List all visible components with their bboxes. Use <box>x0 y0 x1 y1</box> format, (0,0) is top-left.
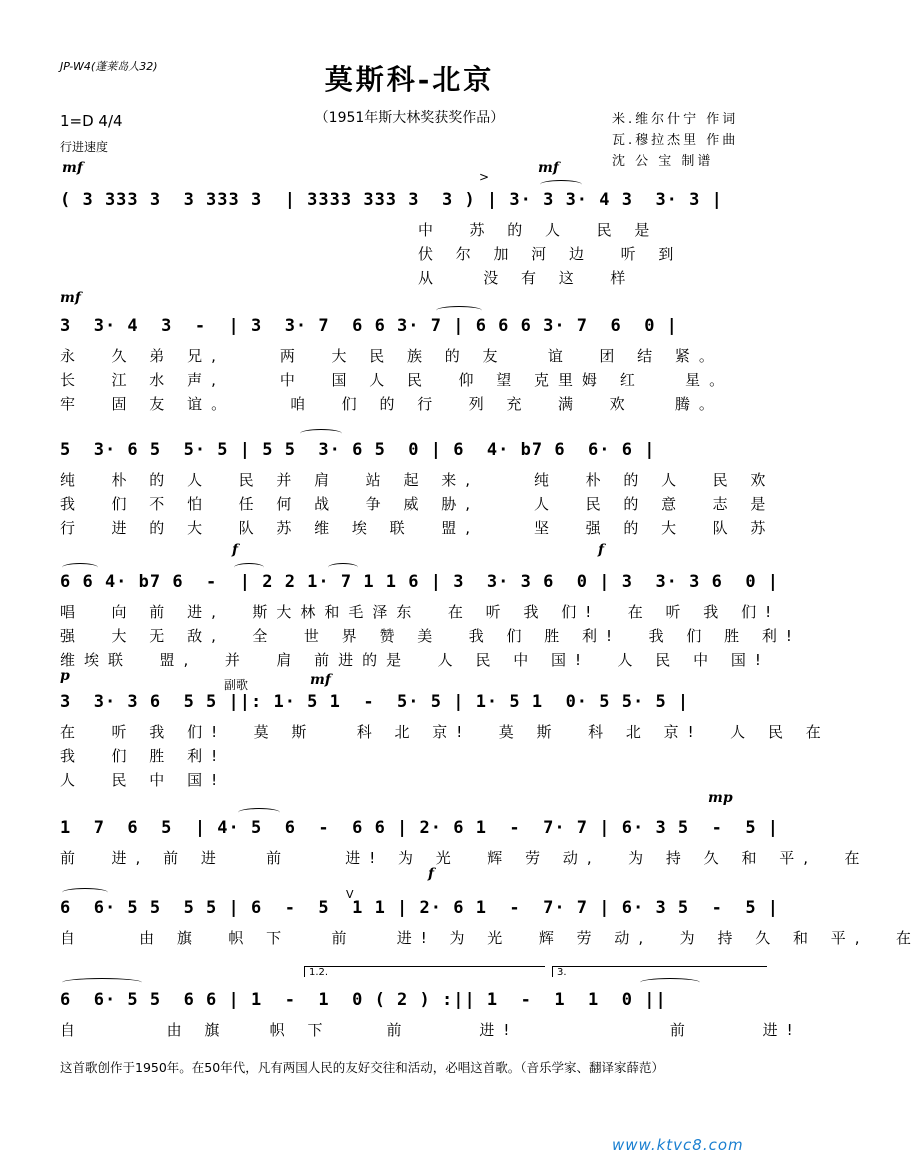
notation-line-4: 6 6 4· b7 6 - | 2 2 1· 7 1 1 6 | 3 3· 3 6 0 | 3 3· 3 6 0 | <box>60 572 780 592</box>
lyrics-3-verse-1: 纯 朴 的 人 民 并 肩 站 起 来, 纯 朴 的 人 民 欢 <box>60 471 775 489</box>
volta-1-2: 1.2. <box>304 966 545 977</box>
song-title: 莫斯科-北京 <box>324 63 495 96</box>
credit-lyricist: 米.维尔什宁 作词 <box>612 112 739 127</box>
lyrics-2-verse-2: 长 江 水 声, 中 国 人 民 仰 望 克里姆 红 星。 <box>60 371 734 389</box>
notation-line-2: 3 3· 4 3 - | 3 3· 7 6 6 3· 7 | 6 6 6 3· 7 6 0 | <box>60 316 678 336</box>
lyrics-1-verse-2: 伏 尔 加 河 边 听 到 <box>60 245 683 263</box>
slur <box>62 978 142 987</box>
dynamic-mf: mf <box>60 290 81 306</box>
slur <box>640 978 700 987</box>
slur <box>238 808 280 817</box>
lyrics-4-verse-3: 维埃联 盟, 并 肩 前进的是 人 民 中 国! 人 民 中 国! <box>60 651 770 669</box>
volta-3: 3. <box>552 966 767 977</box>
credit-composer: 瓦.穆拉杰里 作曲 <box>612 133 739 148</box>
lyrics-4-verse-1: 唱 向 前 进, 斯大林和毛泽东 在 听 我 们! 在 听 我 们! <box>60 603 781 621</box>
dynamic-mp: mp <box>708 790 733 806</box>
footnote: 这首歌创作于1950年。在50年代，凡有两国人民的友好交往和活动，必唱这首歌。（音乐学家、翻译家薛范） <box>60 1060 664 1075</box>
song-subtitle: （1951年斯大林奖获奖作品） <box>314 110 505 126</box>
accent-mark: > <box>479 170 490 184</box>
slur <box>540 180 582 189</box>
lyrics-5-verse-2: 我 们 胜 利! <box>60 747 227 765</box>
dynamic-p: p <box>60 668 70 684</box>
slur <box>300 429 342 438</box>
breath-mark: V <box>346 888 354 901</box>
key-signature: 1=D 4/4 <box>60 112 123 130</box>
lyrics-8: 自 由 旗 帜 下 前 进! 前 进! <box>60 1021 802 1039</box>
dynamic-f: f <box>428 866 435 882</box>
lyrics-3-verse-2: 我 们 不 怕 任 何 战 争 威 胁, 人 民 的 意 志 是 <box>60 495 775 513</box>
lyrics-2-verse-1: 永 久 弟 兄, 两 大 民 族 的 友 谊 团 结 紧。 <box>60 347 723 365</box>
slur <box>62 563 98 572</box>
notation-line-3: 5 3· 6 5 5· 5 | 5 5 3· 6 5 0 | 6 4· b7 6 6· 6 | <box>60 440 656 460</box>
notation-line-1: ( 3 333 3 3 333 3 | 3333 333 3 3 ) | 3· 3 3· 4 3 3· 3 | <box>60 190 723 210</box>
slur <box>62 888 108 897</box>
watermark: www.ktvc8.com <box>612 1136 744 1154</box>
slur <box>436 306 482 315</box>
dynamic-f: f <box>598 542 605 558</box>
lyrics-4-verse-2: 强 大 无 敌, 全 世 界 赞 美 我 们 胜 利! 我 们 胜 利! <box>60 627 801 645</box>
dynamic-mf: mf <box>310 672 331 688</box>
lyrics-1-verse-3: 从 没 有 这 样 <box>60 269 635 287</box>
refrain-label: 副歌 <box>224 678 249 692</box>
dynamic-f: f <box>232 542 239 558</box>
dynamic-mf: mf <box>538 160 559 176</box>
lyrics-5-verse-1: 在 听 我 们! 莫 斯 科 北 京! 莫 斯 科 北 京! 人 民 在 <box>60 723 830 741</box>
notation-line-7: 6 6· 5 5 5 5 | 6 - 5 1 1 | 2· 6 1 - 7· 7 | 6· 3 5 - 5 | <box>60 898 780 918</box>
lyrics-2-verse-3: 牢 固 友 谊。 咱 们 的 行 列 充 满 欢 腾。 <box>60 395 723 413</box>
source-tag: JP-W4(蓬莱岛人32) <box>60 60 158 73</box>
dynamic-mf: mf <box>62 160 83 176</box>
lyrics-7: 自 由 旗 帜 下 前 进! 为 光 辉 劳 动, 为 持 久 和 平, 在 <box>60 929 920 947</box>
credit-arranger: 沈 公 宝 制谱 <box>612 154 714 169</box>
lyrics-5-verse-3: 人 民 中 国! <box>60 771 227 789</box>
slur <box>234 563 264 572</box>
lyrics-1-verse-1: 中 苏 的 人 民 是 <box>60 221 659 239</box>
notation-line-8: 6 6· 5 5 6 6 | 1 - 1 0 ( 2 ) :|| 1 - 1 1 0 || <box>60 990 667 1010</box>
tempo-marking: 行进速度 <box>60 140 109 154</box>
lyrics-3-verse-3: 行 进 的 大 队 苏 维 埃 联 盟, 坚 强 的 大 队 苏 <box>60 519 775 537</box>
lyrics-6: 前 进, 前 进 前 进! 为 光 辉 劳 动, 为 持 久 和 平, 在 <box>60 849 869 867</box>
slur <box>328 563 358 572</box>
notation-line-6: 1 7 6 5 | 4· 5 6 - 6 6 | 2· 6 1 - 7· 7 | 6· 3 5 - 5 | <box>60 818 780 838</box>
notation-line-5: 3 3· 3 6 5 5 ||: 1· 5 1 - 5· 5 | 1· 5 1 0· 5 5· 5 | <box>60 692 690 712</box>
